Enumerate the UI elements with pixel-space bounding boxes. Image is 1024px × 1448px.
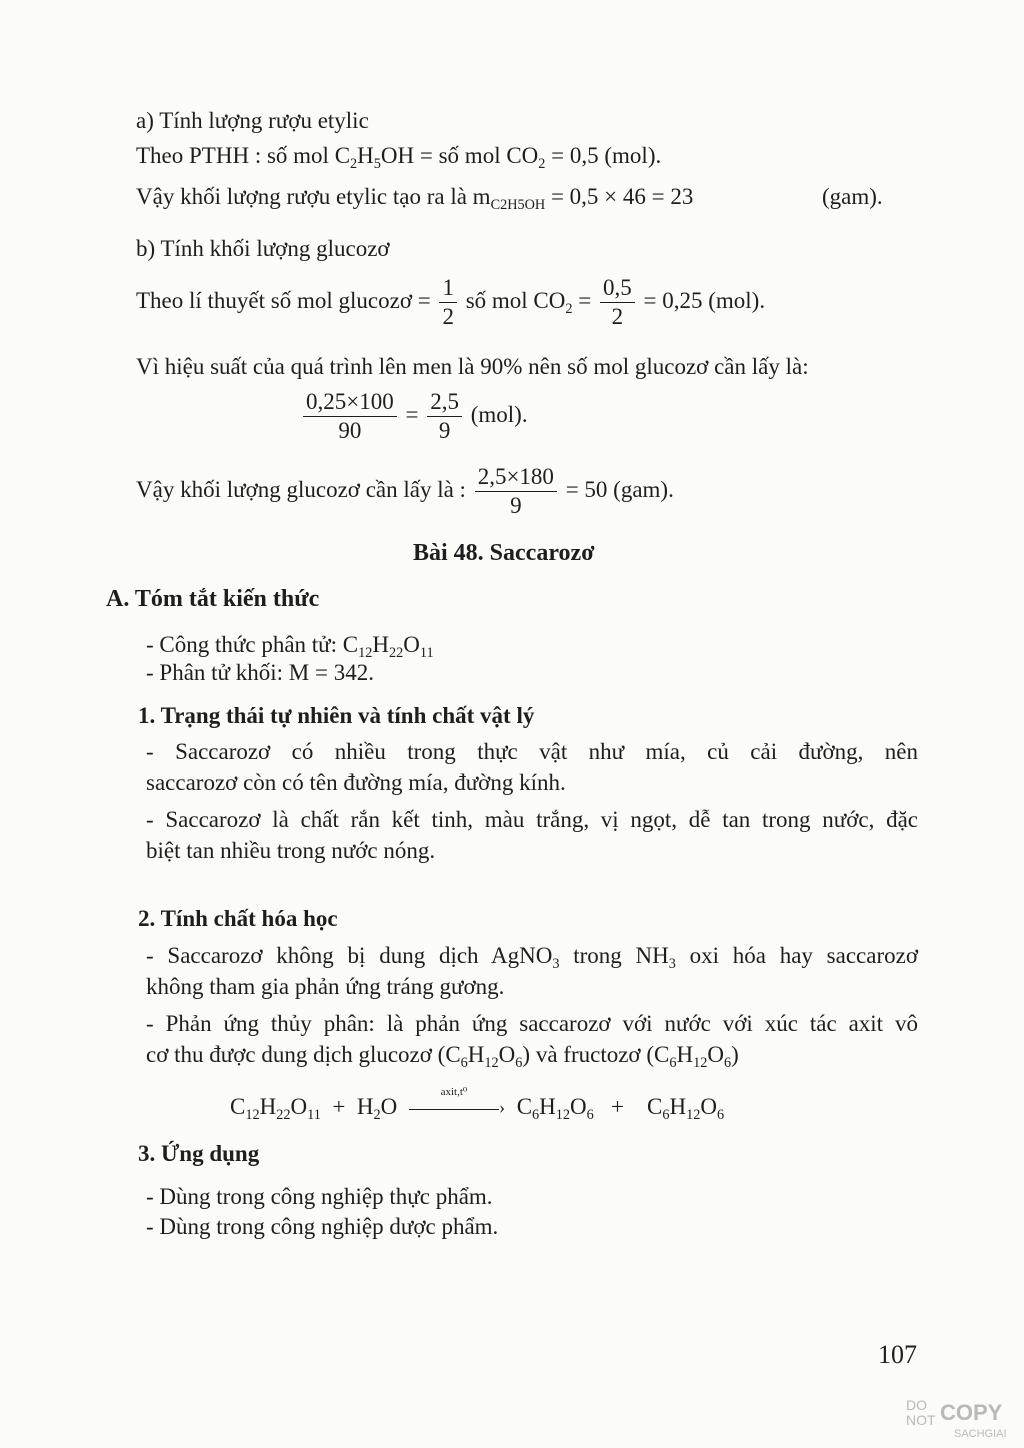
s2-p2-line1: - Phản ứng thủy phân: là phản ứng saccarozơ với nước với xúc tác axit vô [146,1011,918,1036]
part-b-line4: Vậy khối lượng glucozơ cần lấy là : $\frac{2,5\times 180}{9}$ = 50 (gam). [136,464,674,518]
fraction-2-5-over-9: $\frac{2,5}{9}$ [427,388,462,445]
s2-p1-line2: không tham gia phản ứng tráng gương. [146,974,505,999]
fraction-half: $\frac{1}{2}$ [439,274,457,331]
section-3-heading: 3. Ứng dụng [138,1141,260,1166]
part-b-line2: Vì hiệu suất của quá trình lên men là 90% nên số mol glucozơ cần lấy là: [136,354,809,379]
mass-line: - Phân tử khối: M = 342. [146,660,374,685]
part-b-line3: $\frac{0,25\times 100}{90}$ = $\frac{2,5}{9}$ (mol). [300,388,528,445]
watermark-logo: DO NOT COPY SACHGIAI [906,1397,1007,1440]
lesson-title: Bài 48. Saccarozơ [413,540,595,566]
fraction-0-25x100-over-90: $\frac{0,25\times 100}{90}$ [303,388,397,445]
part-a-heading: a) Tính lượng rượu etylic [136,108,369,133]
reaction-arrow: axit,t⁰ › [409,1099,505,1119]
s1-p1-line1: - Saccarozơ có nhiều trong thực vật như mía, củ cải đường, nên [146,739,918,764]
s1-p2-line2: biệt tan nhiều trong nước nóng. [146,838,436,863]
s2-p1-line1: - Saccarozơ không bị dung dịch AgNO$_3$ trong $NH_3$ oxi hóa hay saccarozơ [146,943,918,972]
part-a-unit: (gam). [822,184,883,209]
formula-line: - Công thức phân tử: $C_{12}H_{22}O_{11}$ [146,632,434,661]
s2-p2-line2: cơ thu được dung dịch glucozơ $(C_6H_{12}O_6)$ và fructozơ $(C_6H_{12}O_6)$ [146,1042,739,1071]
part-b-line1: Theo lí thuyết số mol glucozơ = $\frac{1}{2}$ số mol $CO_2$ = $\frac{0,5}{2}$ = 0,25 (mol). [136,275,766,329]
section-2-heading: 2. Tính chất hóa học [138,906,338,931]
page-number: 107 [878,1340,917,1369]
s1-p2-line1: - Saccarozơ là chất rắn kết tinh, màu trắng, vị ngọt, dễ tan trong nước, đặc [146,807,918,832]
reaction-condition: axit,t⁰ [440,1085,468,1098]
fraction-0-5-over-2: $\frac{0,5}{2}$ [600,274,635,331]
section-1-heading: 1. Trạng thái tự nhiên và tính chất vật lý [138,703,535,728]
hydrolysis-equation: $C_{12}H_{22}O_{11} + H_2O$ axit,t⁰ › $C_6H_{12}O_6$ + $C_6H_{12}O_6$ [230,1085,725,1123]
section-a-heading: A. Tóm tắt kiến thức [106,586,320,612]
s3-item2: - Dùng trong công nghiệp dược phẩm. [146,1214,499,1239]
part-a-line1: Theo PTHH : số mol $C_2H_5OH$ = số mol $CO_2 = 0,5$ (mol). [136,143,662,172]
s3-item1: - Dùng trong công nghiệp thực phẩm. [146,1184,493,1209]
fraction-2-5x180-over-9: $\frac{2,5\times 180}{9}$ [475,463,557,520]
part-a-line2: Vậy khối lượng rượu etylic tạo ra là $m_{C2H5OH} = 0,5 \times 46 = 23$ [136,184,694,213]
s1-p1-line2: saccarozơ còn có tên đường mía, đường kính. [146,770,566,795]
part-b-heading: b) Tính khối lượng glucozơ [136,236,390,261]
